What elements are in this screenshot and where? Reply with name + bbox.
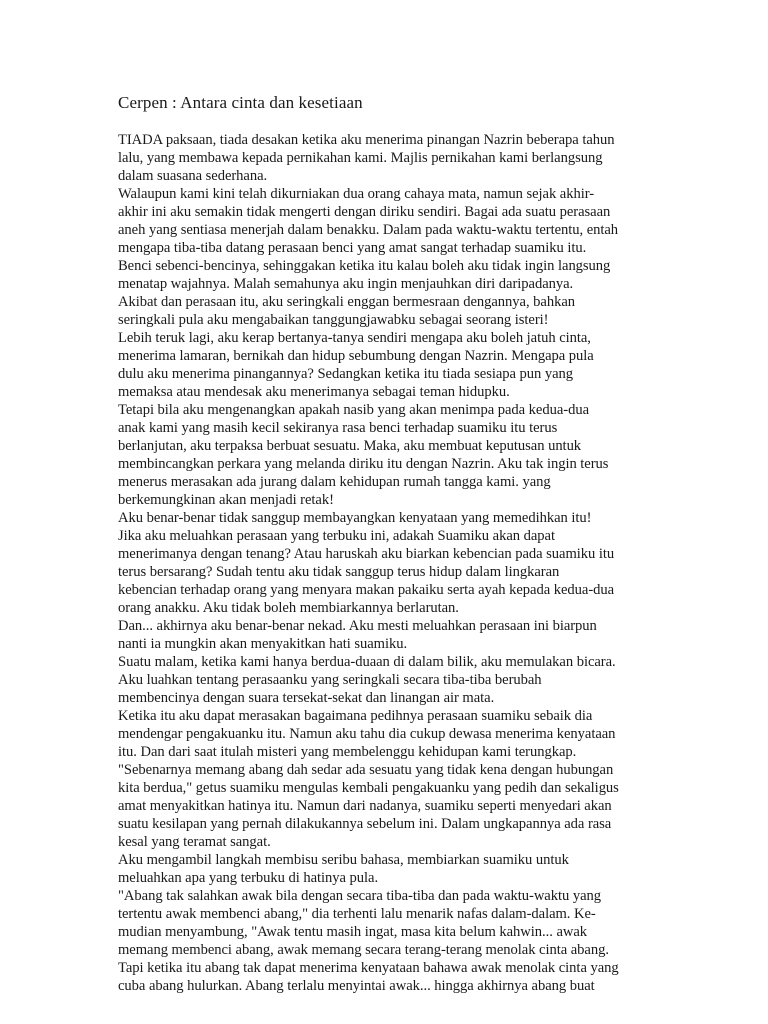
text-line: membencinya dengan suara tersekat-sekat dan linangan air mata.	[118, 690, 495, 706]
text-line: seringkali pula aku mengabaikan tanggungjawabku sebagai seorang isteri!	[118, 312, 549, 328]
text-line: dulu aku menerima pinangannya? Sedangkan ketika itu tiada sesiapa pun yang	[118, 366, 574, 382]
text-line: "Abang tak salahkan awak bila dengan secara tiba-tiba dan pada waktu-waktu yang	[118, 888, 602, 904]
text-line: berkemungkinan akan menjadi retak!	[118, 492, 334, 508]
document-body	[118, 131, 638, 995]
text-line: dalam suasana sederhana.	[118, 168, 268, 184]
text-line: Lebih teruk lagi, aku kerap bertanya-tanya sendiri mengapa aku boleh jatuh cinta,	[118, 330, 591, 346]
text-line: akhir ini aku semakin tidak mengerti dengan diriku sendiri. Bagai ada suatu perasaan	[118, 204, 611, 220]
text-line: menerus merasakan ada jurang dalam kehidupan rumah tangga kami. yang	[118, 474, 551, 490]
text-line: Suatu malam, ketika kami hanya berdua-duaan di dalam bilik, aku memulakan bicara.	[118, 654, 616, 670]
text-line: TIADA paksaan, tiada desakan ketika aku menerima pinangan Nazrin beberapa tahun	[118, 132, 615, 148]
text-line: berlanjutan, aku terpaksa berbuat sesuatu. Maka, aku membuat keputusan untuk	[118, 438, 582, 454]
text-line: menerimanya dengan tenang? Atau haruskah aku biarkan kebencian pada suamiku itu	[118, 546, 615, 562]
text-line: kesal yang teramat sangat.	[118, 834, 271, 850]
text-line: kebencian terhadap orang yang menyara makan pakaiku serta ayah kepada kedua-dua	[118, 582, 615, 598]
text-line: Ketika itu aku dapat merasakan bagaimana pedihnya perasaan suamiku sebaik dia	[118, 708, 593, 724]
text-line: mendengar pengakuanku itu. Namun aku tahu dia cukup dewasa menerima kenyataan	[118, 726, 616, 742]
text-line: meluahkan apa yang terbuku di hatinya pula.	[118, 870, 379, 886]
text-line: membincangkan perkara yang melanda diriku itu dengan Nazrin. Aku tak ingin terus	[118, 456, 609, 472]
document-page	[118, 92, 638, 995]
text-line: lalu, yang membawa kepada pernikahan kami. Majlis pernikahan kami berlangsung	[118, 150, 603, 166]
text-line: Benci sebenci-bencinya, sehinggakan ketika itu kalau boleh aku tidak ingin langsung	[118, 258, 611, 274]
text-line: Tapi ketika itu abang tak dapat menerima kenyataan bahawa awak menolak cinta yang	[118, 960, 619, 976]
text-line: memaksa atau mendesak aku menerimanya sebagai teman hidupku.	[118, 384, 510, 400]
text-line: amat menyakitkan hatinya itu. Namun dari nadanya, suamiku seperti menyedari akan	[118, 798, 612, 814]
text-line: nanti ia mungkin akan menyakitkan hati suamiku.	[118, 636, 408, 652]
text-line: mudian menyambung, "Awak tentu masih ingat, masa kita belum kahwin... awak	[118, 924, 588, 940]
text-line: orang anakku. Aku tidak boleh membiarkannya berlarutan.	[118, 600, 459, 616]
text-line: Walaupun kami kini telah dikurniakan dua orang cahaya mata, namun sejak akhir-	[118, 186, 595, 202]
text-line: menatap wajahnya. Malah semahunya aku ingin menjauhkan diri daripadanya.	[118, 276, 574, 292]
text-line: Jika aku meluahkan perasaan yang terbuku ini, adakah Suamiku akan dapat	[118, 528, 555, 544]
text-line: kita berdua," getus suamiku mengulas kembali pengakuanku yang pedih dan sekaligus	[118, 780, 619, 796]
text-line: terus bersarang? Sudah tentu aku tidak sanggup terus hidup dalam lingkaran	[118, 564, 560, 580]
text-line: Aku benar-benar tidak sanggup membayangkan kenyataan yang memedihkan itu!	[118, 510, 592, 526]
document-title: Cerpen : Antara cinta dan kesetiaan	[118, 93, 363, 112]
text-line: anak kami yang masih kecil sekiranya rasa benci terhadap suamiku itu terus	[118, 420, 558, 436]
text-line: "Sebenarnya memang abang dah sedar ada sesuatu yang tidak kena dengan hubungan	[118, 762, 614, 778]
text-line: Tetapi bila aku mengenangkan apakah nasib yang akan menimpa pada kedua-dua	[118, 402, 590, 418]
text-line: memang membenci abang, awak memang secara terang-terang menolak cinta abang.	[118, 942, 609, 958]
text-line: Dan... akhirnya aku benar-benar nekad. Aku mesti meluahkan perasaan ini biarpun	[118, 618, 597, 634]
text-line: cuba abang hulurkan. Abang terlalu menyintai awak... hingga akhirnya abang buat	[118, 978, 595, 994]
text-line: Aku mengambil langkah membisu seribu bahasa, membiarkan suamiku untuk	[118, 852, 569, 868]
text-line: itu. Dan dari saat itulah misteri yang membelenggu kehidupan kami terungkap.	[118, 744, 577, 760]
text-line: tertentu awak membenci abang," dia terhenti lalu menarik nafas dalam-dalam. Ke-	[118, 906, 596, 922]
text-line: mengapa tiba-tiba datang perasaan benci yang amat sangat terhadap suamiku itu.	[118, 240, 587, 256]
text-line: suatu kesilapan yang pernah dilakukannya sebelum ini. Dalam ungkapannya ada rasa	[118, 816, 612, 832]
text-line: Akibat dan perasaan itu, aku seringkali enggan bermesraan dengannya, bahkan	[118, 294, 575, 310]
text-line: aneh yang sentiasa menerjah dalam benakku. Dalam pada waktu-waktu tertentu, entah	[118, 222, 619, 238]
text-line: Aku luahkan tentang perasaanku yang seringkali secara tiba-tiba berubah	[118, 672, 542, 688]
text-line: menerima lamaran, bernikah dan hidup sebumbung dengan Nazrin. Mengapa pula	[118, 348, 594, 364]
